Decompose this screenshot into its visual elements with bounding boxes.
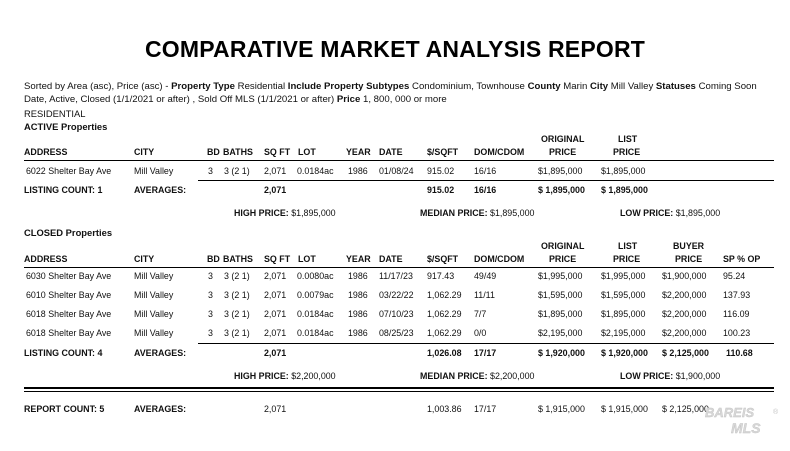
row-city: Mill Valley bbox=[134, 328, 174, 338]
criteria-price-label: Price bbox=[336, 94, 361, 105]
active-median-value: $1,895,000 bbox=[490, 208, 535, 218]
report-summary-row bbox=[0, 404, 790, 416]
closed-avg-original: $ 1,920,000 bbox=[538, 348, 585, 358]
col-dom: DOM/CDOM bbox=[474, 147, 525, 157]
row-city: Mill Valley bbox=[134, 290, 174, 300]
report-avg-buyer: $ 2,125,000 bbox=[662, 404, 709, 414]
row-sp-pct: 137.93 bbox=[723, 290, 751, 300]
report-double-rule-bottom bbox=[24, 391, 774, 392]
row-baths: 3 (2 1) bbox=[224, 290, 250, 300]
row-dom: 16/16 bbox=[474, 166, 497, 176]
row-original-price: $1,895,000 bbox=[538, 309, 583, 319]
active-low-value: $1,895,000 bbox=[675, 208, 721, 218]
criteria-county: Marin bbox=[563, 81, 588, 92]
active-high-label: HIGH PRICE: bbox=[234, 208, 289, 218]
closed-header-top bbox=[0, 241, 790, 253]
closed-median-label: MEDIAN PRICE: bbox=[420, 371, 488, 381]
row-bd: 3 bbox=[208, 328, 213, 338]
row-psqft: 915.02 bbox=[427, 166, 455, 176]
row-dom: 49/49 bbox=[474, 271, 497, 281]
table-row[interactable] bbox=[0, 271, 790, 283]
row-sqft: 2,071 bbox=[264, 271, 287, 281]
row-sqft: 2,071 bbox=[264, 290, 287, 300]
col-dom: DOM/CDOM bbox=[474, 254, 525, 264]
active-low-label: LOW PRICE: bbox=[620, 208, 674, 218]
row-original-price: $1,595,000 bbox=[538, 290, 583, 300]
report-avg-psqft: 1,003.86 bbox=[427, 404, 462, 414]
col-date: DATE bbox=[379, 147, 403, 157]
row-date: 07/10/23 bbox=[379, 309, 414, 319]
closed-header-rule bbox=[24, 267, 774, 268]
active-summary-row bbox=[0, 185, 790, 197]
closed-avg-psqft: 1,026.08 bbox=[427, 348, 462, 358]
row-year: 1986 bbox=[348, 290, 368, 300]
active-averages-label: AVERAGES: bbox=[134, 185, 187, 195]
closed-low-value: $1,900,000 bbox=[675, 371, 721, 381]
row-dom: 0/0 bbox=[474, 328, 487, 338]
col-psqft: $/SQFT bbox=[427, 147, 459, 157]
row-original-price: $1,995,000 bbox=[538, 271, 583, 281]
row-bd: 3 bbox=[208, 309, 213, 319]
col-psqft: $/SQFT bbox=[427, 254, 459, 264]
col-buyer-top: BUYER bbox=[673, 241, 705, 251]
col-lot: LOT bbox=[298, 254, 316, 264]
col-date: DATE bbox=[379, 254, 403, 264]
active-header-rule bbox=[24, 160, 774, 161]
report-count: REPORT COUNT: 5 bbox=[24, 404, 105, 414]
row-dom: 7/7 bbox=[474, 309, 487, 319]
active-high-value: $1,895,000 bbox=[291, 208, 336, 218]
row-address: 6030 Shelter Bay Ave bbox=[26, 271, 112, 281]
closed-avg-sp-pct: 110.68 bbox=[726, 348, 753, 358]
col-list-bottom: PRICE bbox=[613, 147, 641, 157]
row-psqft: 917.43 bbox=[427, 271, 455, 281]
report-title: COMPARATIVE MARKET ANALYSIS REPORT bbox=[144, 36, 646, 62]
col-baths: BATHS bbox=[223, 254, 253, 264]
criteria-statuses: Coming Soon Date, Active, Closed (1/1/2021 or after) , Sold Off MLS (1/1/2021 or after) bbox=[24, 81, 757, 105]
report-avg-sqft: 2,071 bbox=[264, 404, 287, 414]
row-date: 08/25/23 bbox=[379, 328, 414, 338]
criteria-city-label: City bbox=[589, 81, 609, 92]
active-avg-psqft: 915.02 bbox=[427, 185, 455, 195]
col-original-bottom: PRICE bbox=[549, 254, 577, 264]
search-criteria bbox=[24, 80, 774, 106]
row-psqft: 1,062.29 bbox=[427, 328, 462, 338]
col-city: CITY bbox=[134, 254, 155, 264]
row-list-price: $1,995,000 bbox=[601, 271, 646, 281]
row-address: 6018 Shelter Bay Ave bbox=[26, 309, 112, 319]
report-avg-dom: 17/17 bbox=[474, 404, 497, 414]
row-city: Mill Valley bbox=[134, 271, 174, 281]
closed-median-price bbox=[420, 371, 534, 381]
col-buyer-bottom: PRICE bbox=[675, 254, 703, 264]
closed-averages-label: AVERAGES: bbox=[134, 348, 187, 358]
active-header-top bbox=[0, 134, 790, 146]
table-row[interactable] bbox=[0, 309, 790, 321]
active-avg-original: $ 1,895,000 bbox=[538, 185, 585, 195]
row-original-price: $1,895,000 bbox=[538, 166, 583, 176]
row-sp-pct: 95.24 bbox=[723, 271, 746, 281]
col-year: YEAR bbox=[346, 254, 371, 264]
row-baths: 3 (2 1) bbox=[224, 328, 250, 338]
closed-section-title: CLOSED Properties bbox=[24, 227, 113, 238]
report-double-rule-top bbox=[24, 387, 774, 389]
closed-avg-dom: 17/17 bbox=[474, 348, 497, 358]
watermark-registered-mark: ® bbox=[773, 409, 779, 416]
row-dom: 11/11 bbox=[474, 290, 495, 300]
col-address: ADDRESS bbox=[24, 147, 68, 157]
closed-low-price bbox=[620, 371, 720, 381]
active-avg-sqft: 2,071 bbox=[264, 185, 287, 195]
row-sqft: 2,071 bbox=[264, 309, 287, 319]
row-baths: 3 (2 1) bbox=[224, 309, 250, 319]
active-header-row bbox=[0, 147, 790, 159]
closed-summary-row bbox=[0, 348, 790, 360]
closed-avg-buyer: $ 2,125,000 bbox=[662, 348, 709, 358]
col-sp-pct: SP % OP bbox=[723, 254, 761, 264]
row-sp-pct: 100.23 bbox=[723, 328, 751, 338]
table-row[interactable] bbox=[0, 290, 790, 302]
col-bd: BD bbox=[207, 147, 220, 157]
col-list-top: LIST bbox=[618, 241, 638, 251]
row-lot: 0.0080ac bbox=[297, 271, 334, 281]
criteria-property-type: Residential bbox=[237, 81, 286, 92]
row-list-price: $1,595,000 bbox=[601, 290, 646, 300]
row-lot: 0.0079ac bbox=[297, 290, 334, 300]
watermark-bottom-text: MLS bbox=[731, 420, 761, 436]
row-buyer-price: $2,200,000 bbox=[662, 309, 707, 319]
col-original-bottom: PRICE bbox=[549, 147, 577, 157]
criteria-city: Mill Valley bbox=[610, 81, 654, 92]
table-row[interactable] bbox=[0, 328, 790, 340]
row-year: 1986 bbox=[348, 166, 368, 176]
row-sqft: 2,071 bbox=[264, 166, 287, 176]
row-date: 01/08/24 bbox=[379, 166, 414, 176]
col-year: YEAR bbox=[346, 147, 371, 157]
row-lot: 0.0184ac bbox=[297, 328, 334, 338]
col-baths: BATHS bbox=[223, 147, 253, 157]
col-city: CITY bbox=[134, 147, 155, 157]
row-lot: 0.0184ac bbox=[297, 166, 334, 176]
active-summary-rule bbox=[198, 180, 774, 181]
criteria-subtypes: Condominium, Townhouse bbox=[412, 81, 525, 92]
active-high-price bbox=[234, 208, 336, 218]
col-original-top: ORIGINAL bbox=[541, 241, 585, 251]
row-sqft: 2,071 bbox=[264, 328, 287, 338]
row-year: 1986 bbox=[348, 309, 368, 319]
row-bd: 3 bbox=[208, 290, 213, 300]
closed-high-label: HIGH PRICE: bbox=[234, 371, 289, 381]
row-lot: 0.0184ac bbox=[297, 309, 334, 319]
active-median-price bbox=[420, 208, 534, 218]
row-date: 11/17/23 bbox=[379, 271, 413, 281]
report-avg-list: $ 1,915,000 bbox=[601, 404, 648, 414]
row-original-price: $2,195,000 bbox=[538, 328, 583, 338]
row-address: 6022 Shelter Bay Ave bbox=[26, 166, 112, 176]
row-list-price: $1,895,000 bbox=[601, 166, 646, 176]
row-psqft: 1,062.29 bbox=[427, 290, 462, 300]
col-list-bottom: PRICE bbox=[613, 254, 641, 264]
col-sqft: SQ FT bbox=[264, 147, 291, 157]
row-buyer-price: $1,900,000 bbox=[662, 271, 707, 281]
row-bd: 3 bbox=[208, 166, 213, 176]
row-address: 6010 Shelter Bay Ave bbox=[26, 290, 112, 300]
col-bd: BD bbox=[207, 254, 220, 264]
closed-high-price bbox=[234, 371, 336, 381]
row-list-price: $2,195,000 bbox=[601, 328, 646, 338]
active-listing-count: LISTING COUNT: 1 bbox=[24, 185, 103, 195]
row-city: Mill Valley bbox=[134, 309, 174, 319]
criteria-statuses-label: Statuses bbox=[655, 81, 696, 92]
closed-avg-list: $ 1,920,000 bbox=[601, 348, 648, 358]
row-date: 03/22/22 bbox=[379, 290, 414, 300]
row-baths: 3 (2 1) bbox=[224, 166, 250, 176]
col-address: ADDRESS bbox=[24, 254, 68, 264]
category-label: RESIDENTIAL bbox=[24, 108, 86, 119]
report-averages-label: AVERAGES: bbox=[134, 404, 187, 414]
active-median-label: MEDIAN PRICE: bbox=[420, 208, 488, 218]
criteria-property-type-label: Property Type bbox=[171, 81, 235, 92]
closed-header-row bbox=[0, 254, 790, 266]
col-sqft: SQ FT bbox=[264, 254, 291, 264]
report-avg-original: $ 1,915,000 bbox=[538, 404, 585, 414]
closed-summary-rule bbox=[198, 343, 774, 344]
row-year: 1986 bbox=[348, 271, 368, 281]
criteria-county-label: County bbox=[527, 81, 561, 92]
watermark-top-text: BAREIS bbox=[705, 405, 755, 420]
row-sp-pct: 116.09 bbox=[723, 309, 750, 319]
closed-low-label: LOW PRICE: bbox=[620, 371, 674, 381]
table-row[interactable] bbox=[0, 166, 790, 178]
active-avg-dom: 16/16 bbox=[474, 185, 497, 195]
criteria-sorted-by: Sorted by Area (asc), Price (asc) - bbox=[24, 81, 169, 92]
closed-listing-count: LISTING COUNT: 4 bbox=[24, 348, 103, 358]
col-original-top: ORIGINAL bbox=[541, 134, 585, 144]
row-buyer-price: $2,200,000 bbox=[662, 290, 707, 300]
row-bd: 3 bbox=[208, 271, 213, 281]
active-low-price bbox=[620, 208, 720, 218]
criteria-price: 1, 800, 000 or more bbox=[363, 94, 447, 105]
closed-avg-sqft: 2,071 bbox=[264, 348, 287, 358]
col-lot: LOT bbox=[298, 147, 316, 157]
col-list-top: LIST bbox=[618, 134, 638, 144]
row-list-price: $1,895,000 bbox=[601, 309, 646, 319]
row-buyer-price: $2,200,000 bbox=[662, 328, 707, 338]
closed-high-value: $2,200,000 bbox=[291, 371, 336, 381]
row-address: 6018 Shelter Bay Ave bbox=[26, 328, 112, 338]
row-city: Mill Valley bbox=[134, 166, 174, 176]
row-year: 1986 bbox=[348, 328, 368, 338]
row-psqft: 1,062.29 bbox=[427, 309, 462, 319]
closed-median-value: $2,200,000 bbox=[490, 371, 535, 381]
row-baths: 3 (2 1) bbox=[224, 271, 250, 281]
criteria-subtypes-label: Include Property Subtypes bbox=[287, 81, 410, 92]
bareis-mls-watermark bbox=[703, 402, 785, 440]
active-avg-list: $ 1,895,000 bbox=[601, 185, 648, 195]
active-section-title: ACTIVE Properties bbox=[24, 121, 108, 132]
